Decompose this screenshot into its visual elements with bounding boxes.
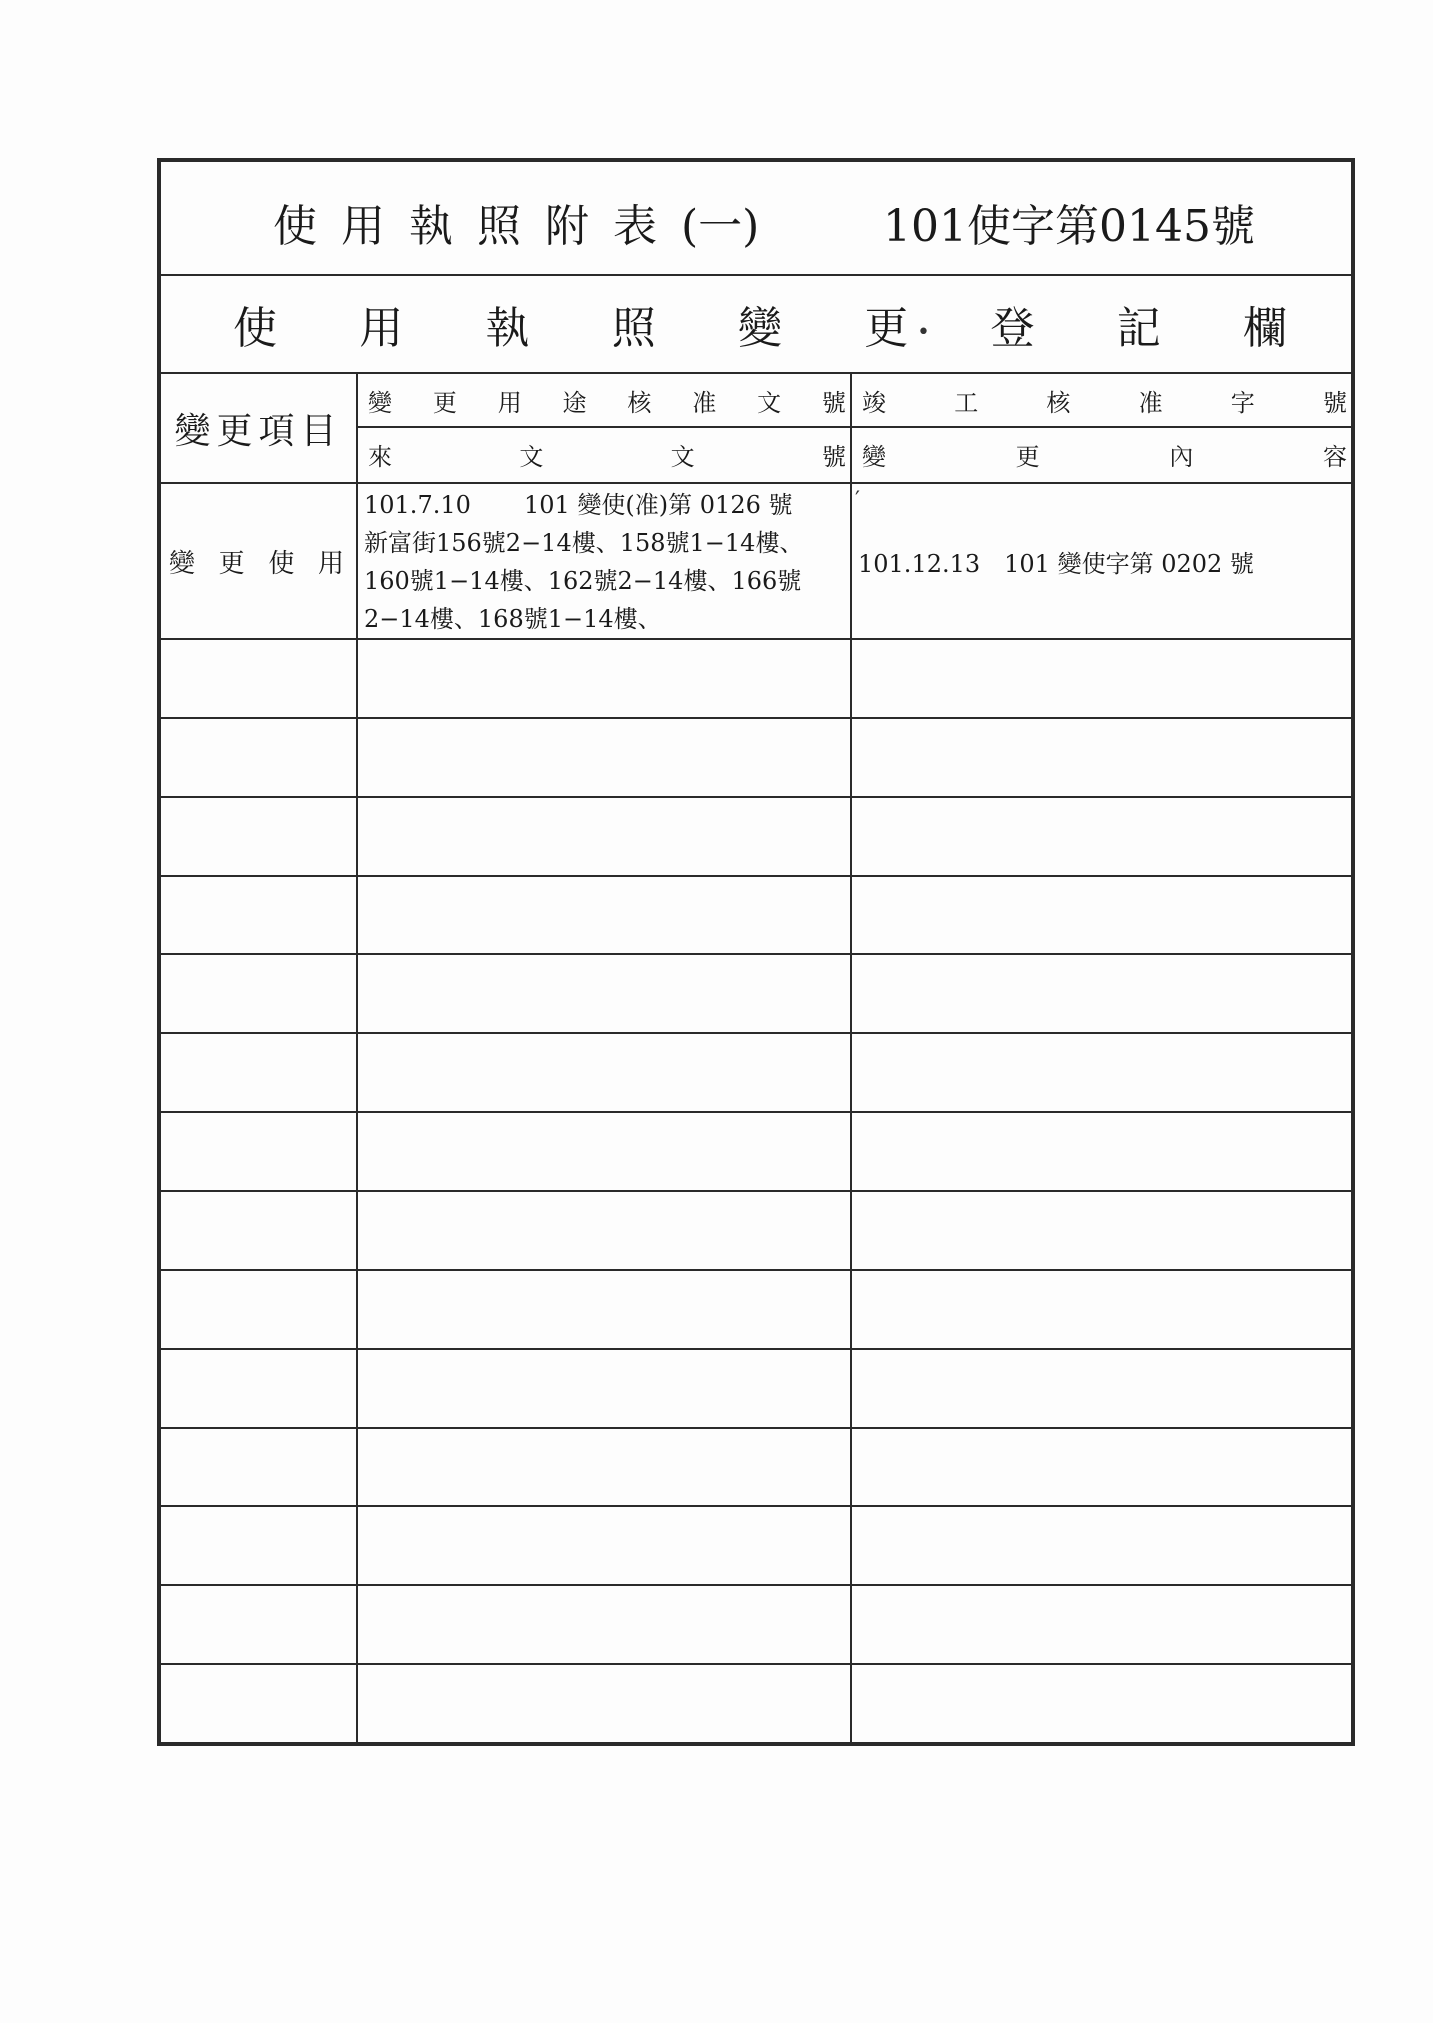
row-divider xyxy=(161,638,1351,640)
approval-line xyxy=(364,486,850,524)
entry-approval-text xyxy=(364,486,850,638)
row-divider xyxy=(161,1505,1351,1507)
subtitle-row xyxy=(161,276,1351,374)
incoming-doc-header: 來 文 文 號 xyxy=(368,442,846,471)
row-divider xyxy=(161,875,1351,877)
row-divider xyxy=(161,1663,1351,1665)
form-title: 使用執照附表(一) xyxy=(273,201,760,252)
completion-doc-header: 竣 工 核 准 字 號 xyxy=(862,388,1347,417)
row-divider xyxy=(161,1190,1351,1192)
approval-date: 101.7.10 xyxy=(364,491,471,519)
address-line: 160號1−14樓、162號2−14樓、166號 xyxy=(364,567,802,595)
scan-mark: ′ xyxy=(855,488,860,513)
divider-col2 xyxy=(850,374,852,1742)
address-line: 新富街156號2−14樓、158號1−14樓、 xyxy=(364,529,804,557)
divider-col1 xyxy=(356,374,358,1742)
row-divider xyxy=(161,1269,1351,1271)
change-content-header: 變 更 內 容 xyxy=(862,442,1347,471)
form-subtitle: 使 用 執 照 變 更 登 記 欄 xyxy=(233,303,1287,354)
scan-mark: • xyxy=(917,320,930,345)
row-divider xyxy=(161,796,1351,798)
entry-item-label: 變 更 使 用 xyxy=(169,548,344,579)
row-divider xyxy=(161,1032,1351,1034)
row-divider xyxy=(161,1348,1351,1350)
row-divider xyxy=(161,1584,1351,1586)
row-divider xyxy=(161,1111,1351,1113)
title-row xyxy=(161,162,1351,276)
approval-number: 101 變使(准)第 0126 號 xyxy=(524,491,793,519)
permit-form xyxy=(157,158,1355,1746)
row-divider xyxy=(161,1427,1351,1429)
item-column-header: 變更項目 xyxy=(174,410,343,452)
approval-doc-header: 變 更 用 途 核 准 文 號 xyxy=(368,388,846,417)
row-divider xyxy=(161,953,1351,955)
permit-number: 101使字第0145號 xyxy=(883,201,1255,252)
row-divider xyxy=(161,717,1351,719)
address-line: 2−14樓、168號1−14樓、 xyxy=(364,605,662,633)
entry-completion-text: 101.12.13 101 變使字第 0202 號 xyxy=(858,550,1254,578)
